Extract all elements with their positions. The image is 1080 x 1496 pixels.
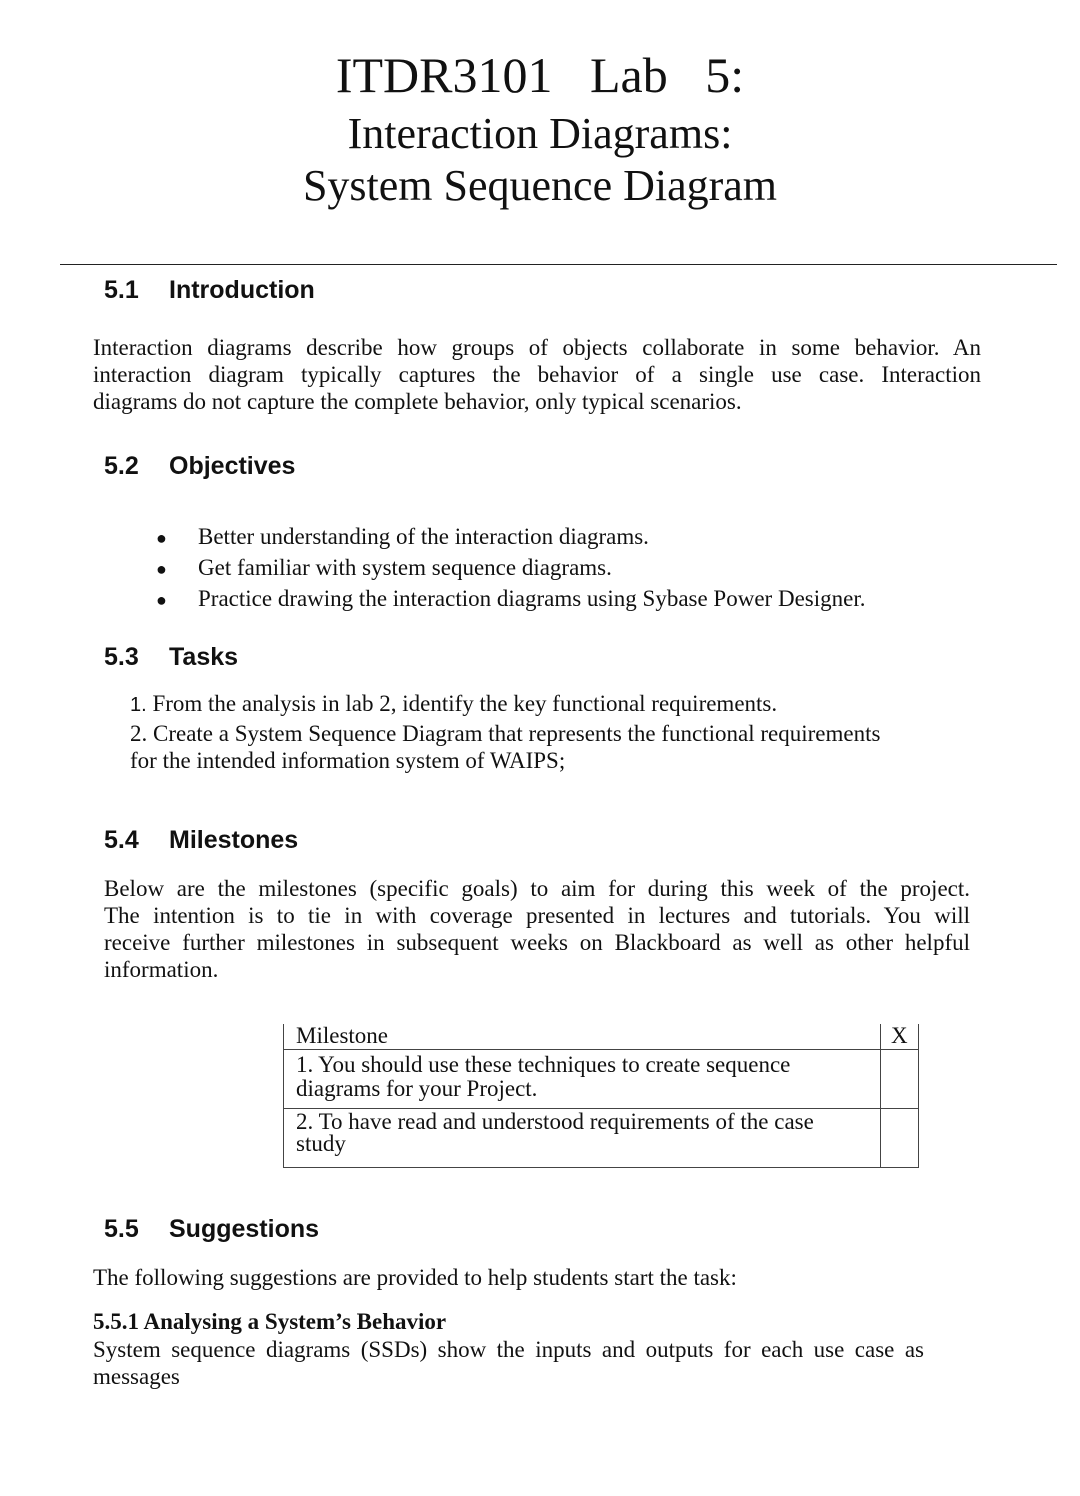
tasks-list bbox=[130, 690, 970, 775]
paragraph-line: The following suggestions are provided to help students start the task: bbox=[93, 1265, 737, 1290]
introduction-paragraph bbox=[93, 334, 981, 415]
task-item-2-continuation: for the intended information system of WAIPS; bbox=[130, 748, 566, 773]
paragraph-line: receive further milestones in subsequent weeks on Blackboard as well as other helpful bbox=[104, 930, 970, 955]
table-row-1-line-1: 1. You should use these techniques to create sequence bbox=[296, 1052, 791, 1077]
analysing-behavior-paragraph bbox=[93, 1336, 924, 1390]
table-border-left bbox=[283, 1024, 284, 1168]
section-heading-objectives bbox=[104, 451, 295, 481]
table-border-right bbox=[918, 1024, 919, 1168]
section-title: Objectives bbox=[169, 452, 296, 480]
doc-title-line-2: Interaction Diagrams: bbox=[347, 109, 733, 158]
table-row-2-line-1: 2. To have read and understood requirements of the case bbox=[296, 1109, 814, 1134]
paragraph-line: System sequence diagrams (SSDs) show the inputs and outputs for each use case as bbox=[93, 1337, 924, 1362]
list-item-text: Better understanding of the interaction diagrams. bbox=[198, 524, 649, 549]
task-number: 1. bbox=[130, 694, 147, 716]
section-number: 5.1 bbox=[104, 276, 139, 304]
list-item bbox=[150, 553, 1000, 584]
section-title: Milestones bbox=[169, 826, 299, 854]
table-row-1-line-2: diagrams for your Project. bbox=[296, 1076, 538, 1101]
paragraph-line: The intention is to tie in with coverage presented in lectures and tutorials. You will bbox=[104, 903, 970, 928]
section-title: Suggestions bbox=[169, 1215, 320, 1243]
table-column-divider bbox=[880, 1024, 881, 1168]
paragraph-line: Below are the milestones (specific goals) to aim for during this week of the project. bbox=[104, 876, 970, 901]
paragraph-line: information. bbox=[104, 957, 219, 982]
paragraph-line: messages bbox=[93, 1364, 180, 1389]
table-row-2-line-2: study bbox=[296, 1131, 346, 1156]
suggestions-intro bbox=[93, 1264, 993, 1291]
subsection-heading-analysing-behavior: 5.5.1 Analysing a System’s Behavior bbox=[93, 1309, 447, 1334]
list-item bbox=[150, 584, 1000, 615]
section-heading-suggestions bbox=[104, 1214, 319, 1244]
section-number: 5.4 bbox=[104, 826, 139, 854]
bullet-icon: ● bbox=[156, 590, 167, 610]
paragraph-line: diagrams do not capture the complete behavior, only typical scenarios. bbox=[93, 389, 742, 414]
doc-title-line-1: ITDR3101 Lab 5: bbox=[335, 47, 745, 103]
milestone-table bbox=[283, 1024, 919, 1168]
task-text: From the analysis in lab 2, identify the key functional requirements. bbox=[146, 691, 778, 716]
bullet-icon: ● bbox=[156, 559, 167, 579]
task-item-1 bbox=[130, 690, 970, 719]
objectives-list bbox=[150, 522, 1000, 615]
section-number: 5.3 bbox=[104, 643, 139, 671]
paragraph-line: interaction diagram typically captures the behavior of a single use case. Interaction bbox=[93, 362, 981, 387]
table-header-check: X bbox=[891, 1023, 908, 1048]
table-row-divider bbox=[283, 1049, 919, 1050]
bullet-icon: ● bbox=[156, 528, 167, 548]
list-item-text: Practice drawing the interaction diagrams using Sybase Power Designer. bbox=[198, 586, 866, 611]
list-item-text: Get familiar with system sequence diagrams. bbox=[198, 555, 612, 580]
title-divider bbox=[60, 264, 1057, 265]
section-number: 5.5 bbox=[104, 1215, 139, 1243]
section-title: Tasks bbox=[169, 643, 239, 671]
table-border-bottom bbox=[283, 1167, 919, 1168]
section-heading-introduction bbox=[104, 275, 315, 305]
section-number: 5.2 bbox=[104, 452, 139, 480]
section-heading-tasks bbox=[104, 642, 238, 672]
section-heading-milestones bbox=[104, 825, 298, 855]
milestones-paragraph bbox=[104, 875, 970, 983]
list-item bbox=[150, 522, 1000, 553]
section-title: Introduction bbox=[169, 276, 315, 304]
doc-title-line-3: System Sequence Diagram bbox=[302, 161, 778, 210]
task-item-2: 2. Create a System Sequence Diagram that represents the functional requirements bbox=[130, 721, 881, 746]
table-header-milestone: Milestone bbox=[296, 1023, 388, 1048]
paragraph-line: Interaction diagrams describe how groups of objects collaborate in some behavior. An bbox=[93, 335, 981, 360]
